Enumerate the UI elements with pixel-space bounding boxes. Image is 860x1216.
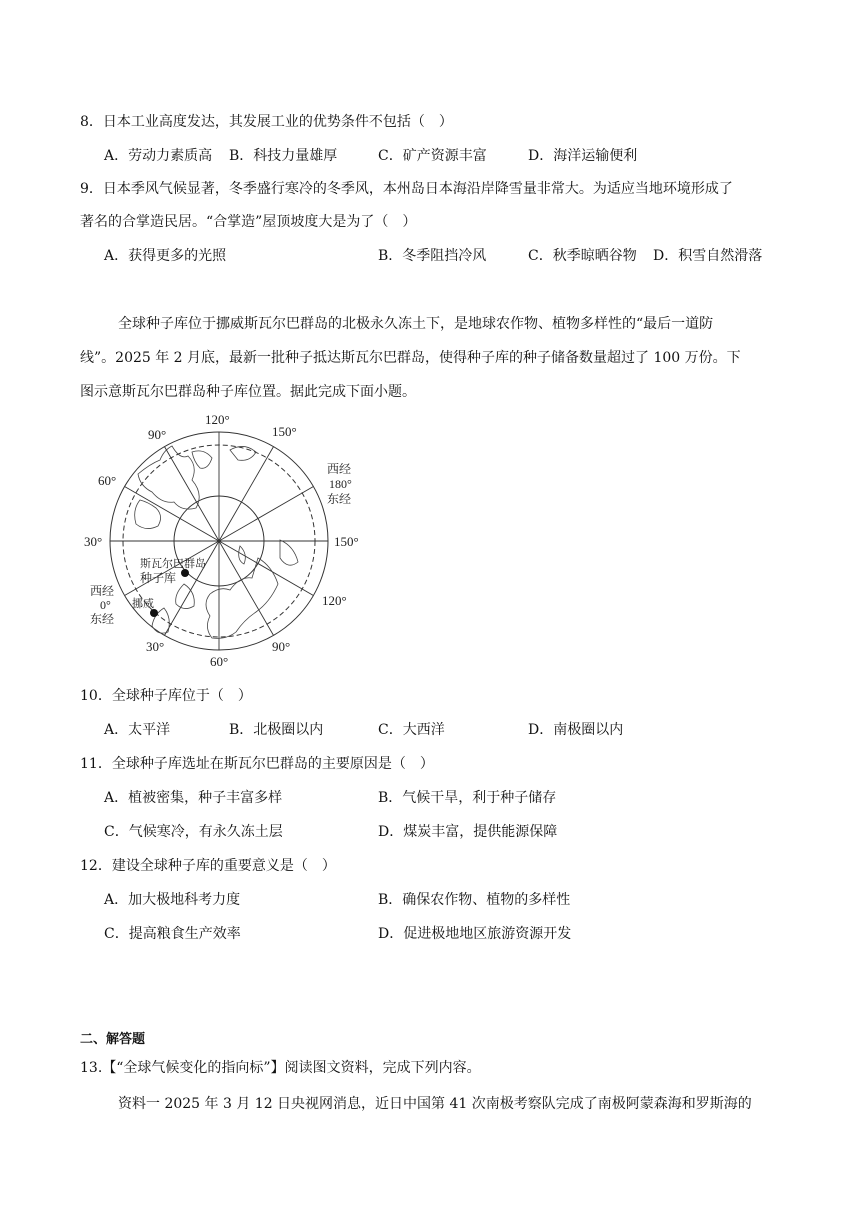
question-9-option-a[interactable]: A．获得更多的光照: [104, 248, 227, 264]
question-11-option-a[interactable]: A．植被密集，种子丰富多样: [104, 790, 283, 806]
question-12-option-a[interactable]: A．加大极地科考力度: [104, 892, 241, 908]
passage-line-2: 线”。2025 年 2 月底，最新一批种子抵达斯瓦尔巴群岛，使得种子库的种子储备数量超过了 100 万份。下: [80, 350, 741, 366]
label-east-longitude-2: 东经: [90, 612, 115, 626]
meridian-lines: [110, 432, 328, 650]
question-12-option-b[interactable]: B．确保农作物、植物的多样性: [378, 892, 571, 908]
question-11-option-d[interactable]: D．煤炭丰富，提供能源保障: [378, 824, 558, 840]
question-8-stem: 8．日本工业高度发达，其发展工业的优势条件不包括（ ）: [80, 114, 453, 130]
label-top-90: 90°: [148, 427, 167, 442]
question-8-option-b[interactable]: B．科技力量雄厚: [229, 148, 338, 164]
label-left-60: 60°: [98, 473, 117, 488]
question-9-stem-line-2: 著名的合掌造民居。“合掌造”屋顶坡度大是为了（ ）: [80, 214, 417, 230]
norway-marker: [150, 609, 158, 617]
passage-line-1: 全球种子库位于挪威斯瓦尔巴群岛的北极永久冻土下，是地球农作物、植物多样性的“最后一道防: [118, 316, 714, 332]
label-west-longitude: 西经: [327, 462, 352, 476]
question-9-option-d[interactable]: D．积雪自然滑落: [653, 248, 763, 264]
question-11-stem: 11．全球种子库选址在斯瓦尔巴群岛的主要原因是（ ）: [80, 756, 434, 772]
question-11-option-b[interactable]: B．气候干旱，利于种子储存: [378, 790, 557, 806]
section-2-title: 二、解答题: [80, 1032, 146, 1047]
label-left-30: 30°: [84, 534, 103, 549]
question-8-option-c[interactable]: C．矿产资源丰富: [378, 148, 487, 164]
label-west-longitude-2: 西经: [90, 584, 115, 598]
label-0: 0°: [100, 598, 111, 612]
question-12-stem: 12．建设全球种子库的重要意义是（ ）: [80, 858, 336, 874]
label-bottom-30: 30°: [146, 639, 165, 654]
question-13-stem: 13.【“全球气候变化的指向标”】阅读图文资料，完成下列内容。: [80, 1060, 481, 1076]
label-top-150: 150°: [272, 424, 297, 439]
label-right-120: 120°: [322, 593, 347, 608]
question-11-option-c[interactable]: C．气候寒冷，有永久冻土层: [104, 824, 283, 840]
question-8-option-d[interactable]: D．海洋运输便利: [528, 148, 638, 164]
question-10-option-d[interactable]: D．南极圈以内: [528, 722, 624, 738]
question-10-option-c[interactable]: C．大西洋: [378, 722, 445, 738]
question-10-option-a[interactable]: A．太平洋: [104, 722, 171, 738]
label-bottom-60: 60°: [210, 654, 229, 669]
question-9-option-c[interactable]: C．秋季晾晒谷物: [528, 248, 637, 264]
question-8-option-a[interactable]: A．劳动力素质高: [104, 148, 213, 164]
question-12-option-d[interactable]: D．促进极地地区旅游资源开发: [378, 926, 572, 942]
seed-vault-marker: [181, 569, 189, 577]
label-east-longitude: 东经: [327, 492, 352, 506]
label-svalbard: 斯瓦尔巴群岛: [140, 558, 206, 570]
question-13-material-1: 资料一 2025 年 3 月 12 日央视网消息，近日中国第 41 次南极考察队完成了南极阿蒙森海和罗斯海的: [118, 1096, 752, 1112]
label-seed-vault: 种子库: [140, 571, 177, 585]
question-10-option-b[interactable]: B．北极圈以内: [229, 722, 324, 738]
label-bottom-90: 90°: [272, 639, 291, 654]
question-12-option-c[interactable]: C．提高粮食生产效率: [104, 926, 241, 942]
label-top-120: 120°: [205, 412, 230, 427]
passage-line-3: 图示意斯瓦尔巴群岛种子库位置。据此完成下面小题。: [80, 384, 416, 400]
question-9-option-b[interactable]: B．冬季阻挡冷风: [378, 248, 487, 264]
question-10-stem: 10．全球种子库位于（ ）: [80, 688, 252, 704]
polar-projection-map: [80, 408, 380, 670]
label-180: 180°: [329, 477, 352, 491]
label-right-150: 150°: [334, 534, 359, 549]
question-9-stem-line-1: 9．日本季风气候显著，冬季盛行寒冷的冬季风，本州岛日本海沿岸降雪量非常大。为适应当地环境形成了: [80, 181, 733, 197]
label-norway: 挪威: [132, 598, 154, 610]
